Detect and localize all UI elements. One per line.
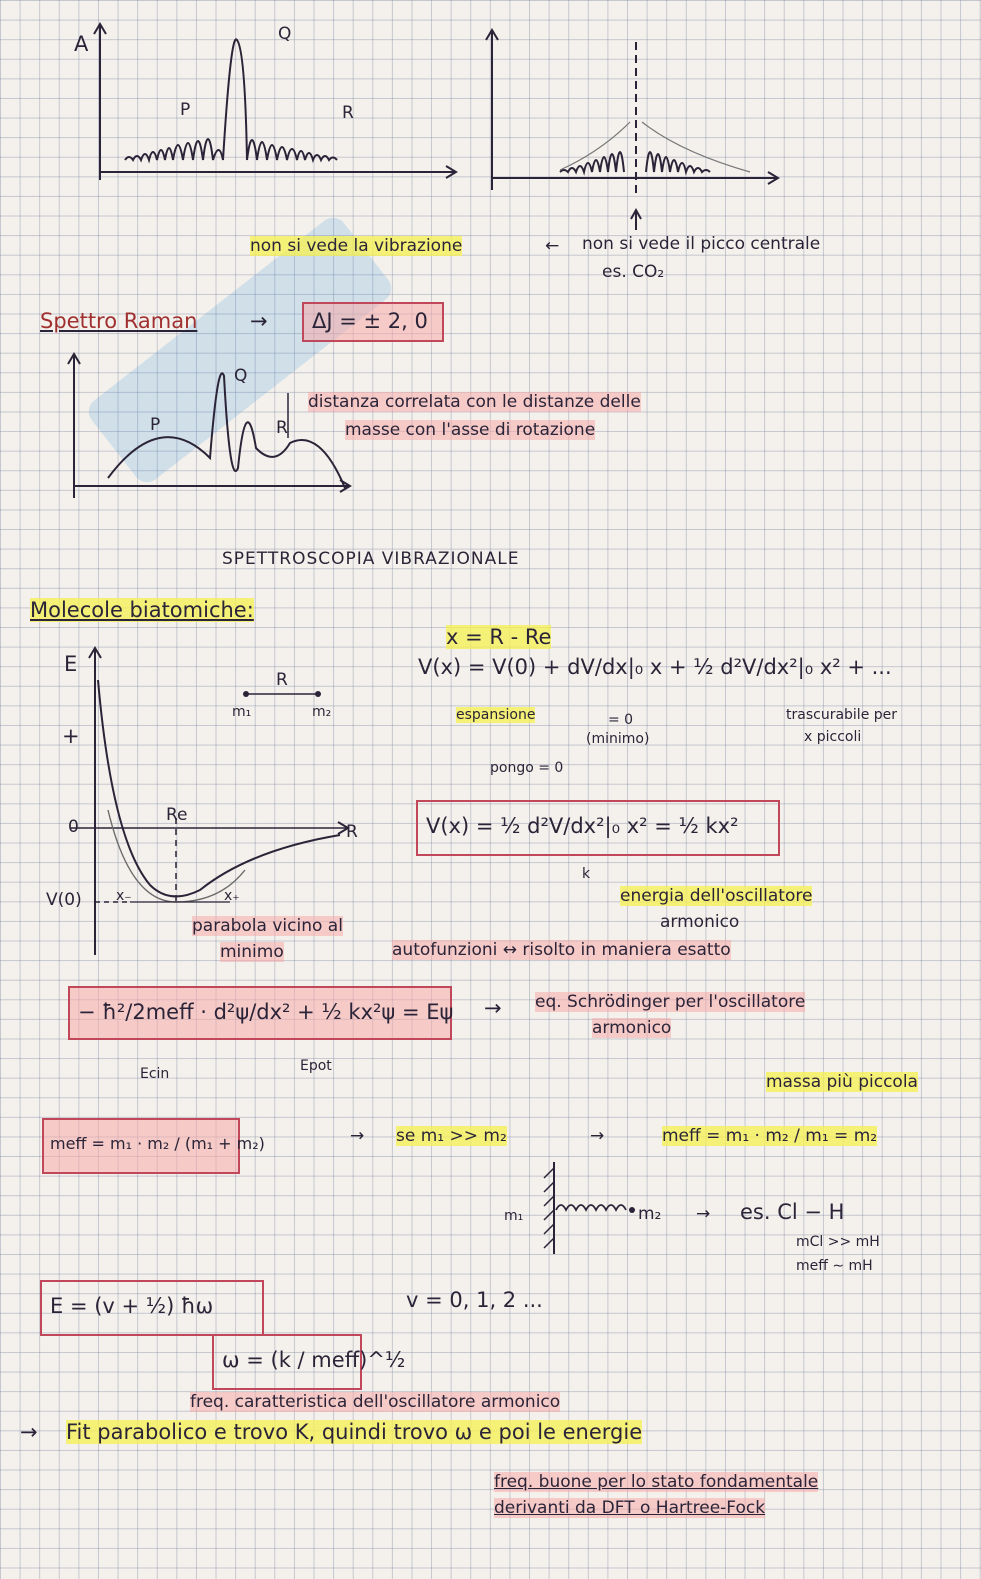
autofunzioni-note: autofunzioni ↔ risolto in maniera esatto (392, 940, 731, 960)
raman-label-q: Q (234, 366, 248, 386)
energy-formula: E = (v + ½) ħω (50, 1294, 214, 1318)
energy-note-2: armonico (660, 912, 740, 932)
raman-note-line1: distanza correlata con le distanze delle (308, 392, 641, 412)
ir-spectrum-right (470, 22, 790, 222)
rm-condition: se m₁ >> m₂ (396, 1126, 507, 1146)
rm-arrow2: → (590, 1126, 605, 1146)
raman-heading: Spettro Raman (40, 309, 198, 333)
raman-note-line2: masse con l'asse di rotazione (345, 420, 596, 440)
example-co2: es. CO₂ (602, 262, 665, 282)
ir-spectrum-left (70, 20, 460, 200)
spring-m2: m₂ (638, 1204, 662, 1224)
note-no-vibration: non si vede la vibrazione (250, 236, 463, 256)
expansion-label: espansione (456, 707, 536, 723)
section-title: SPETTROSCOPIA VIBRAZIONALE (222, 549, 520, 569)
note-no-central-peak: non si vede il picco centrale (582, 234, 821, 254)
x-minus: x₋ (116, 888, 132, 904)
energy-note-1: energia dell'oscillatore (620, 886, 813, 906)
parabola-note-1: parabola vicino al (192, 916, 343, 936)
parabola-note-2: minimo (220, 942, 284, 962)
axis-re: Re (166, 805, 188, 825)
mass-m1: m₁ (232, 704, 252, 720)
k-label: k (582, 866, 591, 882)
diatomic-heading: Molecole biatomiche: (30, 598, 254, 622)
example-clh: es. Cl − H (740, 1200, 845, 1224)
raman-spectrum (60, 348, 360, 508)
eq-zero: = 0 (608, 712, 634, 728)
pongo-label: pongo = 0 (490, 760, 564, 776)
schrodinger-box (68, 986, 452, 1040)
schrodinger-arrow: → (484, 996, 502, 1020)
fit-note: Fit parabolico e trovo K, quindi trovo ω e poi le energie (66, 1420, 643, 1444)
epot-label: Epot (300, 1058, 332, 1074)
good-freq-1: freq. buone per lo stato fondamentale (494, 1472, 819, 1492)
fit-arrow: → (20, 1420, 38, 1444)
freq-note: freq. caratteristica dell'oscillatore armonico (190, 1392, 561, 1412)
schrodinger-equation: − ħ²/2meff · d²ψ/dx² + ½ kx²ψ = Eψ (78, 1000, 454, 1024)
morse-potential-plot (40, 640, 380, 960)
bond-length-r: R (276, 670, 288, 690)
good-freq-2: derivanti da DFT o Hartree-Fock (494, 1498, 766, 1518)
taylor-expansion: V(x) = V(0) + dV/dx|₀ x + ½ d²V/dx²|₀ x² + ... (418, 655, 892, 679)
selection-rule: ΔJ = ± 2, 0 (312, 309, 428, 333)
schrodinger-label-2: armonico (592, 1018, 672, 1038)
branch-label-q: Q (278, 24, 292, 44)
spring-arrow: → (696, 1204, 711, 1224)
x-definition: x = R - Re (446, 625, 552, 649)
vib-levels: v = 0, 1, 2 ... (406, 1288, 543, 1312)
spring-m1: m₁ (504, 1208, 524, 1224)
trascurabile-1: trascurabile per (786, 707, 898, 723)
rm-arrow: → (350, 1126, 365, 1146)
rm-approx: meff = m₁ · m₂ / m₁ = m₂ (662, 1126, 878, 1146)
x-plus: x₊ (224, 888, 240, 904)
example-line2: meff ∼ mH (796, 1258, 873, 1274)
axis-label-a: A (74, 32, 89, 56)
axis-r: R (346, 822, 358, 842)
potential-box (416, 800, 780, 856)
schrodinger-label-1: eq. Schrödinger per l'oscillatore (535, 992, 806, 1012)
reduced-mass-box (42, 1118, 265, 1174)
omega-formula: ω = (k / meff)^½ (222, 1348, 406, 1372)
arrow-left-symbol: ← (545, 236, 560, 256)
raman-label-p: P (150, 415, 161, 435)
axis-plus: + (62, 724, 80, 748)
energy-box (40, 1280, 264, 1336)
branch-label-p: P (180, 100, 191, 120)
trascurabile-2: x piccoli (804, 729, 862, 745)
minimo-label: (minimo) (586, 731, 650, 747)
smaller-mass-note: massa più piccola (766, 1072, 918, 1092)
raman-label-r: R (276, 418, 288, 438)
omega-box (212, 1334, 406, 1390)
raman-arrow: → (250, 309, 268, 333)
axis-zero: 0 (68, 817, 79, 837)
axis-v0: V(0) (46, 890, 82, 910)
ecin-label: Ecin (140, 1066, 170, 1082)
potential-formula: V(x) = ½ d²V/dx²|₀ x² = ½ kx² (426, 814, 739, 838)
example-line1: mCl >> mH (796, 1234, 880, 1250)
axis-label-e: E (64, 652, 78, 676)
selection-rule-box (302, 302, 444, 342)
reduced-mass-formula: meff = m₁ · m₂ / (m₁ + m₂) (50, 1134, 265, 1153)
branch-label-r: R (342, 103, 354, 123)
mass-m2: m₂ (312, 704, 332, 720)
